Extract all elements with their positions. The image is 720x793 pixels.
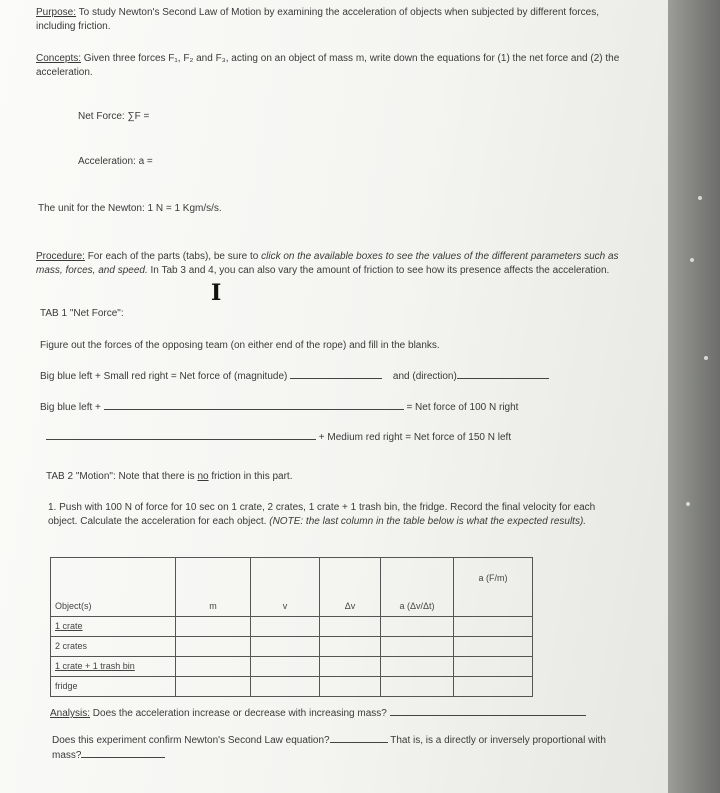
acceleration-equation: Acceleration: a = [78, 156, 153, 167]
table-cell[interactable] [176, 657, 251, 677]
analysis-question-1 [50, 706, 638, 721]
row-label-2-crates: 2 crates [51, 637, 176, 657]
tab1-line-3 [46, 430, 638, 445]
analysis-answer-2-blank[interactable] [330, 733, 388, 743]
concepts-text: Given three forces F₁, F₂ and F₃, acting on an object of mass m, write down the equations for (1) the net force and (2) the acceleration. [36, 53, 620, 78]
tab2-note-a: Note that there is [115, 471, 198, 482]
procedure-text-a: For each of the parts (tabs), be sure to [84, 251, 262, 262]
header-accel-expected: a (F/m) [454, 558, 533, 617]
purpose-label: Purpose: [36, 7, 77, 18]
row-label-fridge: fridge [51, 677, 176, 697]
tab1-line-2-a: Big blue left + [40, 402, 101, 413]
tab1-instruction: Figure out the forces of the opposing team (on either end of the rope) and fill in the blanks. [40, 340, 440, 351]
table-cell[interactable] [381, 617, 454, 637]
table-cell[interactable] [251, 617, 320, 637]
table-cell[interactable] [176, 617, 251, 637]
concepts-label: Concepts: [36, 53, 82, 64]
purpose-text: To study Newton's Second Law of Motion by examining the acceleration of objects when subjected by different forces, including friction. [36, 7, 599, 32]
table-header-row [51, 558, 533, 617]
speck [686, 502, 690, 506]
force-blank-3[interactable] [46, 430, 316, 440]
procedure-text-b: In Tab 3 and 4, you can also vary the amount of friction to see how its presence affects the acceleration. [147, 264, 610, 276]
purpose-paragraph [36, 6, 638, 33]
procedure-paragraph [36, 250, 638, 277]
table-row [51, 637, 533, 657]
analysis-answer-1-blank[interactable] [390, 706, 586, 716]
table-row [51, 617, 533, 637]
results-table [50, 557, 533, 697]
table-cell[interactable] [176, 677, 251, 697]
direction-blank[interactable] [457, 369, 549, 379]
speck [704, 356, 708, 360]
table-cell[interactable] [251, 677, 320, 697]
force-blank-2[interactable] [104, 400, 404, 410]
net-force-equation: Net Force: ∑F = [78, 111, 150, 122]
tab1-line-1-b: and (direction) [392, 371, 457, 382]
speck [690, 258, 694, 262]
header-mass: m [176, 558, 251, 617]
analysis-q2-a: Does this experiment confirm Newton's Second Law equation? [52, 735, 330, 746]
procedure-label: Procedure: [36, 251, 85, 262]
row-label-1-crate: 1 crate [51, 617, 176, 637]
table-row [51, 657, 533, 677]
tab2-note-b: friction in this part. [208, 471, 293, 482]
speck [698, 196, 702, 200]
tab2-heading [46, 470, 638, 484]
table-cell[interactable] [176, 637, 251, 657]
header-accel-measured: a (Δv/Δt) [381, 558, 454, 617]
table-cell[interactable] [454, 637, 533, 657]
table-cell[interactable] [454, 617, 533, 637]
tab1-line-3-text: + Medium red right = Net force of 150 N left [318, 432, 512, 443]
procedure-text-italic: click on the available boxes to see the values of the different parameters such as mass, forces, and speed. [36, 251, 619, 276]
table-cell[interactable] [251, 637, 320, 657]
table-cell[interactable] [320, 637, 381, 657]
tab1-line-1 [40, 369, 638, 384]
table-cell[interactable] [381, 637, 454, 657]
table-cell[interactable] [251, 657, 320, 677]
concepts-paragraph [36, 52, 638, 79]
analysis-question-2 [52, 733, 610, 762]
text-cursor-icon: I [211, 280, 222, 306]
table-row [51, 677, 533, 697]
table-cell[interactable] [320, 617, 381, 637]
tab2-step-text: 1. Push with 100 N of force for 10 sec on 1 crate, 2 crates, 1 crate + 1 trash bin, the fridge. Record the final velocity for each object. Calculate the acceleration for each object. [48, 502, 596, 527]
tab1-line-1-a: Big blue left + Small red right = Net force of (magnitude) [40, 371, 288, 382]
newton-unit-line: The unit for the Newton: 1 N = 1 Kgm/s/s. [38, 203, 222, 214]
tab1-line-2-b: = Net force of 100 N right [406, 402, 519, 413]
header-delta-v: Δv [320, 558, 381, 617]
background-edge [668, 0, 720, 793]
tab2-step-note: (NOTE: the last column in the table below is what the expected results). [269, 515, 587, 527]
table-cell[interactable] [381, 677, 454, 697]
header-objects: Object(s) [51, 558, 176, 617]
table-cell[interactable] [381, 657, 454, 677]
table-cell[interactable] [320, 677, 381, 697]
table-cell[interactable] [320, 657, 381, 677]
row-label-crate-trash-bin: 1 crate + 1 trash bin [51, 657, 176, 677]
tab2-note-no: no [197, 471, 209, 482]
tab2-step-1 [48, 501, 614, 528]
tab1-title: TAB 1 "Net Force": [40, 308, 124, 319]
analysis-q2-b: That is, is a directly or inversely proportional with mass? [52, 735, 606, 761]
analysis-q1-text: Does the acceleration increase or decrease with increasing mass? [90, 708, 387, 719]
magnitude-blank[interactable] [290, 369, 382, 379]
table-cell[interactable] [454, 677, 533, 697]
analysis-answer-3-blank[interactable] [81, 748, 165, 758]
analysis-label: Analysis: [50, 708, 91, 719]
tab2-title: TAB 2 "Motion": [46, 471, 116, 482]
table-cell[interactable] [454, 657, 533, 677]
header-velocity: v [251, 558, 320, 617]
tab1-line-2 [40, 400, 638, 415]
